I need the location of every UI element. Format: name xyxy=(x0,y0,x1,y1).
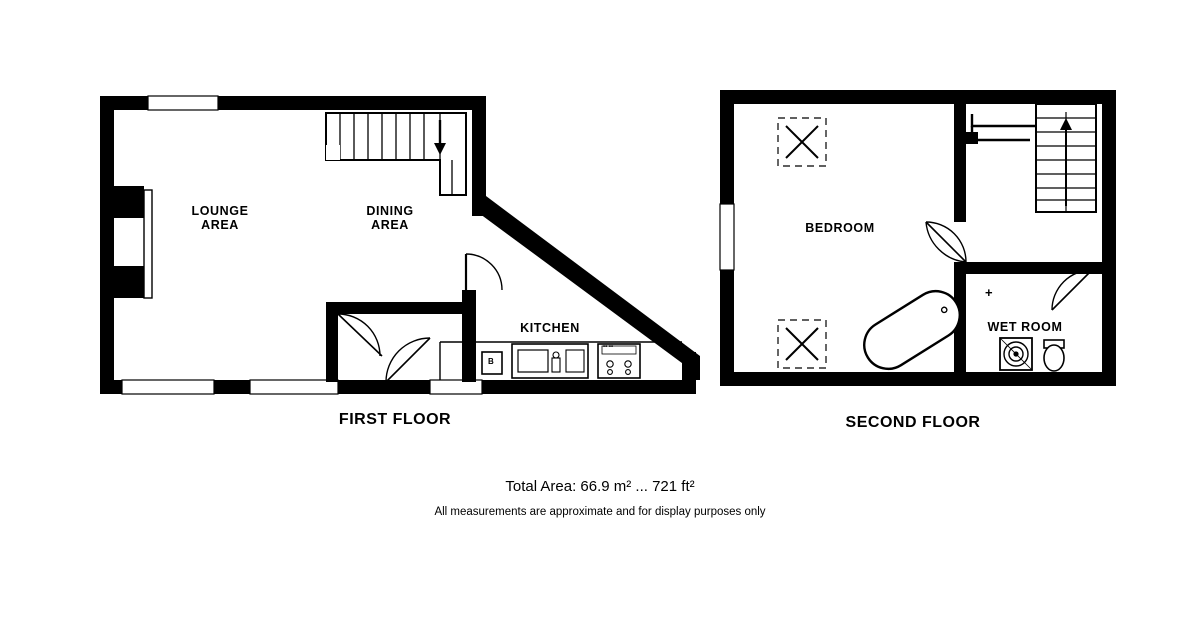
wall-partition-landing xyxy=(954,104,966,222)
room-label-kitchen: KITCHEN xyxy=(520,321,580,335)
first-floor-caption: FIRST FLOOR xyxy=(338,411,452,428)
room-label-wet-room: WET ROOM xyxy=(987,320,1063,334)
room-label-dining xyxy=(330,204,450,232)
total-area-text: Total Area: 66.9 m² ... 721 ft² xyxy=(505,478,695,495)
second-floor-plan xyxy=(700,0,1140,420)
radiator-marker: + xyxy=(985,285,993,300)
window-bottom-left-first xyxy=(122,380,214,394)
dining-label-line1: DINING xyxy=(366,204,414,218)
lounge-label-line1: LOUNGE xyxy=(191,204,249,218)
wall-partition-hall-left xyxy=(326,302,338,382)
shower-tray xyxy=(1000,338,1032,370)
chimney-upper xyxy=(114,186,144,218)
room-label-bedroom: BEDROOM xyxy=(805,221,875,235)
wall-right-lower-first xyxy=(682,352,696,394)
fireplace-recess xyxy=(144,190,152,298)
chimney-lower xyxy=(114,266,144,298)
second-floor-caption: SECOND FLOOR xyxy=(845,414,981,431)
wall-right-second xyxy=(1102,90,1116,386)
window-bottom-mid-first xyxy=(250,380,338,394)
window-left-second xyxy=(720,204,734,270)
window-top-first xyxy=(148,96,218,110)
disclaimer-text: All measurements are approximate and for display purposes only xyxy=(434,506,766,518)
room-label-lounge xyxy=(160,204,280,232)
boiler-label: B xyxy=(488,357,494,366)
wall-partition-hall-top xyxy=(326,302,476,314)
window-bottom-kitchen-first xyxy=(430,380,482,394)
newel-post xyxy=(966,132,978,144)
lounge-label-line2: AREA xyxy=(201,218,239,232)
hob-label: •• •• xyxy=(603,344,614,350)
toilet xyxy=(1044,340,1064,371)
wall-bottom-second xyxy=(720,372,1116,386)
dining-label-line2: AREA xyxy=(371,218,409,232)
wall-top-second xyxy=(720,90,1116,104)
wall-left-first xyxy=(100,96,114,394)
